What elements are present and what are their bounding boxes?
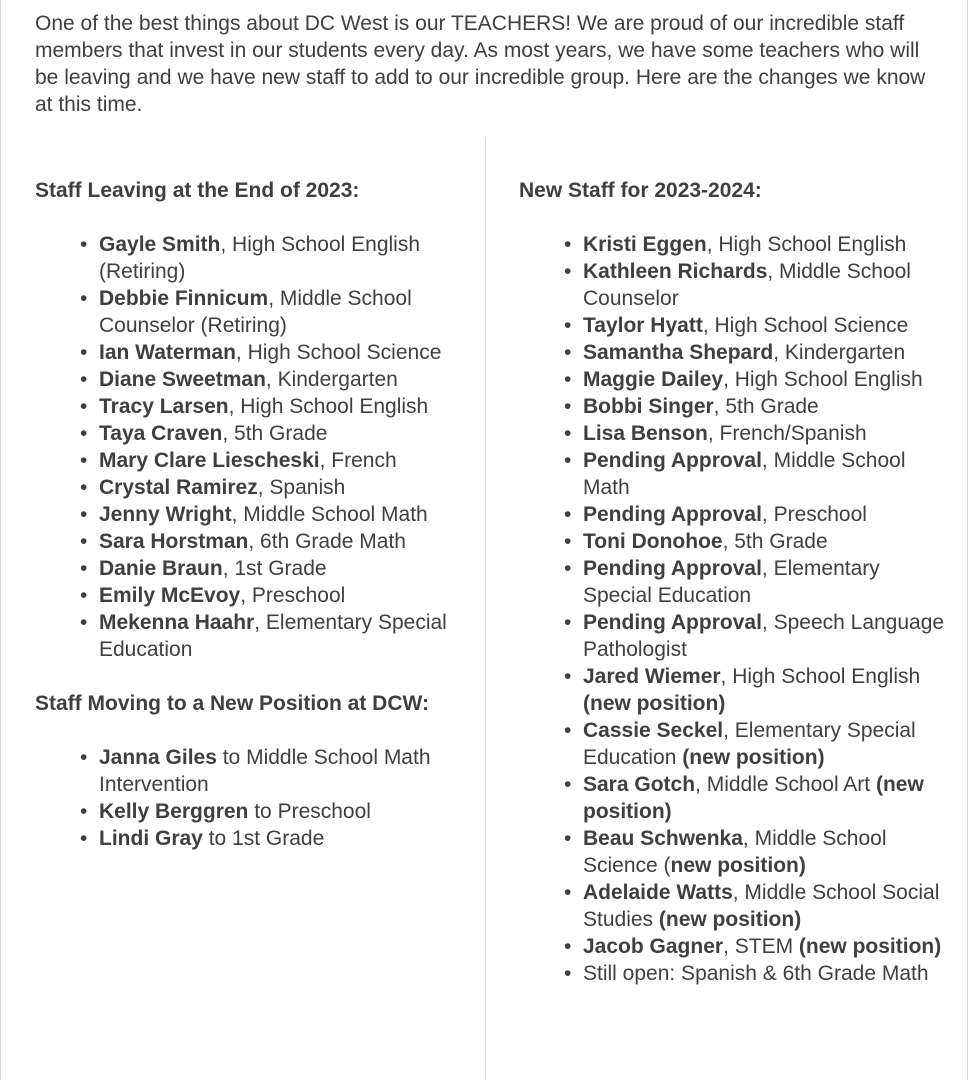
staff-name: Samantha Shepard xyxy=(583,341,774,364)
staff-detail: , 5th Grade xyxy=(222,422,328,445)
staff-detail: , Spanish xyxy=(257,476,346,499)
staff-detail: , High School English (Retiring) xyxy=(99,233,421,283)
staff-detail: , 5th Grade xyxy=(713,395,819,418)
list-item xyxy=(583,609,949,663)
staff-detail: , STEM xyxy=(723,935,799,958)
staff-name: Jenny Wright xyxy=(99,503,232,526)
staff-name: Pending Approval xyxy=(583,503,762,526)
staff-name: Adelaide Watts xyxy=(583,881,733,904)
list-item xyxy=(99,393,465,420)
list-item xyxy=(99,609,465,663)
staff-name: Sara Gotch xyxy=(583,773,696,796)
new-staff-list xyxy=(519,231,949,987)
list-item xyxy=(583,825,949,879)
leaving-heading: Staff Leaving at the End of 2023: xyxy=(35,179,360,202)
right-column xyxy=(519,177,949,1014)
staff-detail: , Speech Language Pathologist xyxy=(583,611,945,661)
staff-name: Lindi Gray xyxy=(99,827,203,850)
new-position-tag: (new position) xyxy=(658,908,802,931)
list-item xyxy=(583,258,949,312)
staff-name: Jared Wiemer xyxy=(583,665,721,688)
staff-detail: , High School English xyxy=(706,233,907,256)
staff-detail: , Elementary Special Education xyxy=(583,557,880,607)
list-item xyxy=(583,447,949,501)
list-item xyxy=(99,339,465,366)
staff-name: Sara Horstman xyxy=(99,530,249,553)
moving-heading: Staff Moving to a New Position at DCW: xyxy=(35,692,429,715)
staff-detail: , Kindergarten xyxy=(773,341,906,364)
staff-name: Diane Sweetman xyxy=(99,368,266,391)
staff-name: Pending Approval xyxy=(583,557,762,580)
moving-list xyxy=(35,744,465,852)
list-item xyxy=(99,501,465,528)
list-item xyxy=(583,312,949,339)
list-item xyxy=(583,393,949,420)
list-item xyxy=(583,879,949,933)
staff-name: Debbie Finnicum xyxy=(99,287,269,310)
new-position-tag: (new position) xyxy=(798,935,942,958)
staff-detail: , Middle School Math xyxy=(231,503,428,526)
list-item xyxy=(99,447,465,474)
staff-detail: , Middle School Science ( xyxy=(583,827,887,877)
staff-detail: , High School English xyxy=(723,368,923,391)
list-item xyxy=(583,501,949,528)
list-item xyxy=(583,933,949,960)
list-item xyxy=(99,744,465,798)
list-item xyxy=(583,366,949,393)
staff-detail: , Elementary Special Education xyxy=(99,611,447,661)
staff-detail: , French/Spanish xyxy=(707,422,867,445)
new-position-tag: (new position) xyxy=(583,773,924,823)
staff-detail: to 1st Grade xyxy=(202,827,325,850)
staff-name: Maggie Dailey xyxy=(583,368,724,391)
staff-detail: , Middle School Math xyxy=(583,449,906,499)
list-item xyxy=(583,420,949,447)
list-item xyxy=(583,663,949,717)
staff-detail: , High School English xyxy=(720,665,921,688)
staff-detail: , Elementary Special Education xyxy=(583,719,916,769)
staff-detail: , Middle School Counselor (Retiring) xyxy=(99,287,412,337)
staff-detail: , High School Science xyxy=(235,341,442,364)
leaving-list xyxy=(35,231,465,663)
list-item xyxy=(583,717,949,771)
list-item xyxy=(583,528,949,555)
staff-name: Kathleen Richards xyxy=(583,260,768,283)
staff-name: Kelly Berggren xyxy=(99,800,249,823)
staff-name: Toni Donohoe xyxy=(583,530,723,553)
list-item xyxy=(99,798,465,825)
intro-paragraph: One of the best things about DC West is our TEACHERS! We are proud of our incredible staff members that invest in our students every day. As most years, we have some teachers who will be leaving and we have new staff to add to our incredible group. Here are the changes we know at this time. xyxy=(35,12,926,116)
staff-name: Janna Giles xyxy=(99,746,217,769)
list-item xyxy=(583,339,949,366)
staff-detail: , High School English xyxy=(228,395,429,418)
new-staff-heading: New Staff for 2023-2024: xyxy=(519,179,762,202)
staff-name: Jacob Gagner xyxy=(583,935,724,958)
list-item xyxy=(99,528,465,555)
list-item xyxy=(583,960,949,987)
staff-detail: , 6th Grade Math xyxy=(248,530,406,553)
staff-name: Taya Craven xyxy=(99,422,223,445)
staff-name: Pending Approval xyxy=(583,449,762,472)
staff-name: Taylor Hyatt xyxy=(583,314,703,337)
staff-name: Pending Approval xyxy=(583,611,762,634)
list-item xyxy=(99,555,465,582)
staff-name: Danie Braun xyxy=(99,557,223,580)
staff-detail: , 5th Grade xyxy=(722,530,828,553)
staff-detail: to Preschool xyxy=(248,800,371,823)
staff-name: Lisa Benson xyxy=(583,422,708,445)
staff-name: Gayle Smith xyxy=(99,233,221,256)
list-item xyxy=(583,771,949,825)
staff-name: Ian Waterman xyxy=(99,341,236,364)
list-item xyxy=(99,285,465,339)
list-item xyxy=(99,231,465,285)
staff-detail: , Middle School Art xyxy=(695,773,876,796)
new-position-tag: new position) xyxy=(670,854,806,877)
staff-detail: , Preschool xyxy=(240,584,346,607)
left-column xyxy=(35,177,465,879)
staff-detail: , Middle School Counselor xyxy=(583,260,911,310)
staff-detail: to Middle School Math Intervention xyxy=(99,746,431,796)
list-item xyxy=(99,825,465,852)
staff-name: Kristi Eggen xyxy=(583,233,707,256)
staff-name: Tracy Larsen xyxy=(99,395,229,418)
staff-detail: , French xyxy=(319,449,397,472)
staff-name: Crystal Ramirez xyxy=(99,476,258,499)
staff-detail: Still open: Spanish & 6th Grade Math xyxy=(583,962,929,985)
list-item xyxy=(583,555,949,609)
staff-name: Mary Clare Liescheski xyxy=(99,449,320,472)
staff-name: Cassie Seckel xyxy=(583,719,724,742)
list-item xyxy=(583,231,949,258)
list-item xyxy=(99,582,465,609)
new-position-tag: (new position) xyxy=(682,746,825,769)
staff-name: Emily McEvoy xyxy=(99,584,241,607)
new-position-tag: (new position) xyxy=(583,692,726,715)
staff-detail: , 1st Grade xyxy=(222,557,327,580)
list-item xyxy=(99,420,465,447)
column-divider xyxy=(485,137,486,1080)
staff-name: Mekenna Haahr xyxy=(99,611,255,634)
staff-detail: , Preschool xyxy=(761,503,867,526)
list-item xyxy=(99,474,465,501)
staff-detail: , High School Science xyxy=(702,314,909,337)
staff-name: Beau Schwenka xyxy=(583,827,743,850)
list-item xyxy=(99,366,465,393)
staff-name: Bobbi Singer xyxy=(583,395,714,418)
staff-detail: , Kindergarten xyxy=(265,368,398,391)
staff-detail: , Middle School Social Studies xyxy=(583,881,940,931)
